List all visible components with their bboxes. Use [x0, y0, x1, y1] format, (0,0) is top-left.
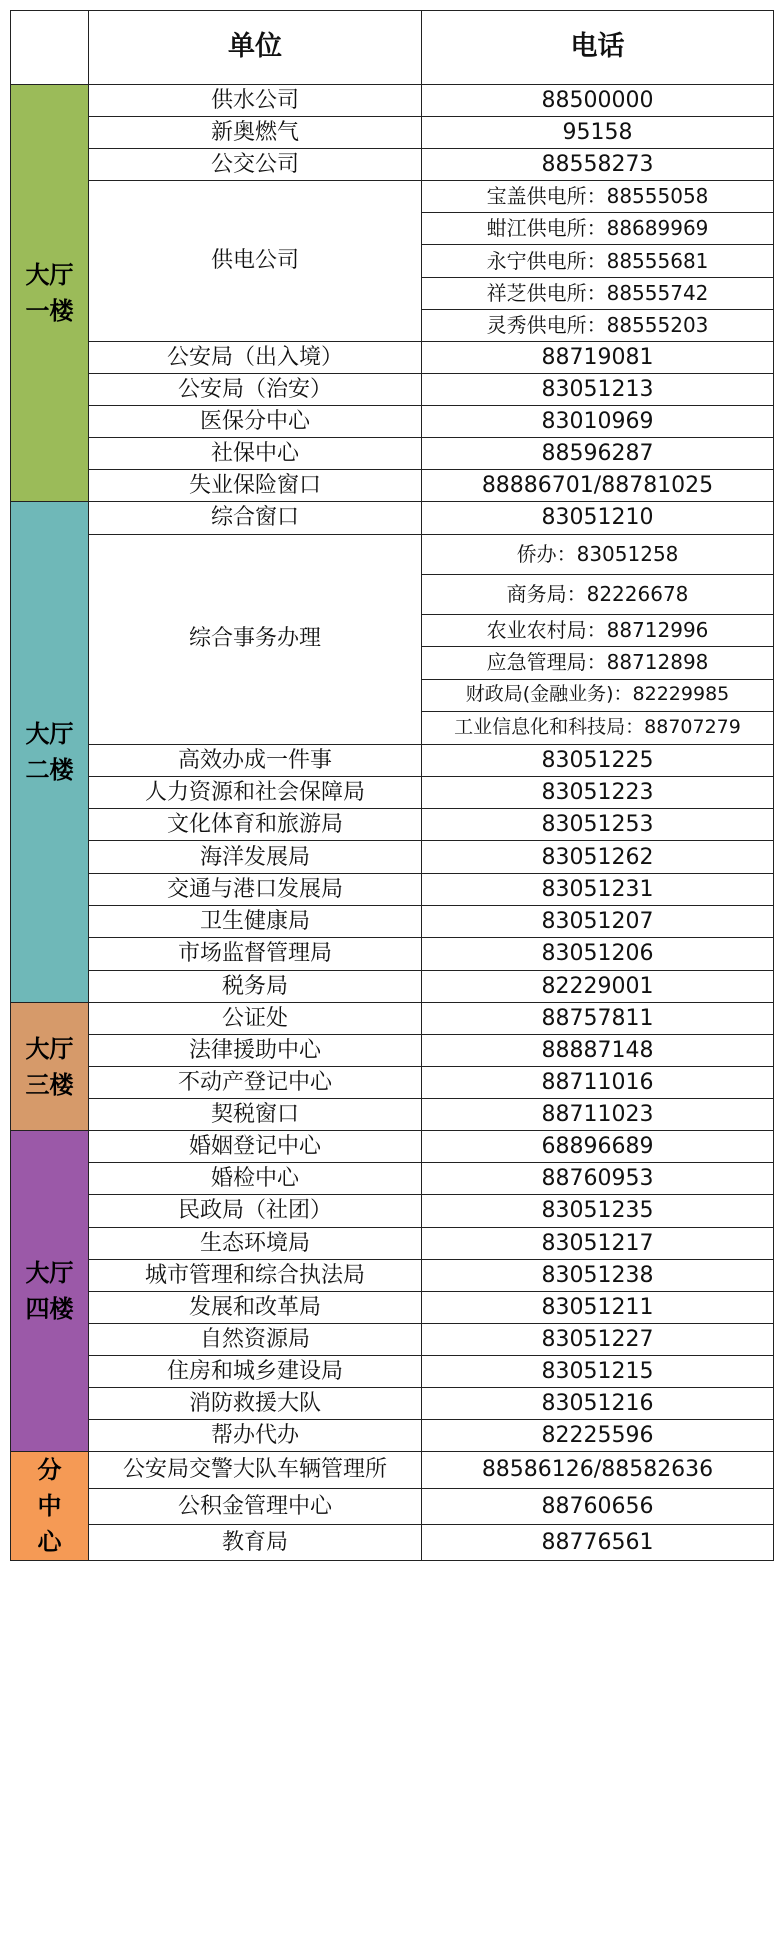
table-row [11, 1034, 774, 1066]
unit-cell: 公证处 [89, 1002, 422, 1034]
floor-label [11, 1452, 89, 1561]
table-row [11, 1131, 774, 1163]
phone-cell: 83051216 [422, 1388, 774, 1420]
table-row [11, 906, 774, 938]
directory-table-wrapper [10, 10, 774, 1561]
table-row [11, 1227, 774, 1259]
table-row [11, 1163, 774, 1195]
table-row [11, 970, 774, 1002]
floor-label-line: 中 [37, 1492, 62, 1521]
table-row [11, 1323, 774, 1355]
table-subrow [11, 181, 774, 213]
phone-cell: 68896689 [422, 1131, 774, 1163]
table-row [11, 1259, 774, 1291]
phone-cell: 83051262 [422, 841, 774, 873]
unit-cell: 市场监督管理局 [89, 938, 422, 970]
table-row [11, 1067, 774, 1099]
unit-cell: 医保分中心 [89, 405, 422, 437]
unit-cell: 消防救援大队 [89, 1388, 422, 1420]
unit-cell: 生态环境局 [89, 1227, 422, 1259]
header-unit: 单位 [89, 11, 422, 85]
service-hall-directory-table [10, 10, 774, 1561]
floor-label-line: 二楼 [25, 756, 74, 785]
phone-cell: 83051227 [422, 1323, 774, 1355]
floor-label [11, 1131, 89, 1452]
unit-cell: 交通与港口发展局 [89, 873, 422, 905]
floor-label-line: 大厅 [25, 261, 74, 290]
floor-label [11, 502, 89, 1003]
phone-cell: 82225596 [422, 1420, 774, 1452]
phone-cell: 83051235 [422, 1195, 774, 1227]
unit-cell: 公安局（出入境） [89, 341, 422, 373]
table-row [11, 149, 774, 181]
phone-cell: 83051211 [422, 1291, 774, 1323]
table-row [11, 438, 774, 470]
unit-cell: 新奥燃气 [89, 117, 422, 149]
table-row [11, 1355, 774, 1387]
unit-cell: 婚检中心 [89, 1163, 422, 1195]
phone-cell: 82229001 [422, 970, 774, 1002]
unit-cell: 教育局 [89, 1524, 422, 1560]
floor-label-line: 分 [37, 1456, 62, 1485]
floor-label-line: 四楼 [25, 1295, 74, 1324]
unit-cell: 婚姻登记中心 [89, 1131, 422, 1163]
table-row [11, 1195, 774, 1227]
header-row [11, 11, 774, 85]
unit-cell: 社保中心 [89, 438, 422, 470]
phone-cell: 88886701/88781025 [422, 470, 774, 502]
unit-cell: 失业保险窗口 [89, 470, 422, 502]
floor-label [11, 1002, 89, 1130]
unit-cell: 公交公司 [89, 149, 422, 181]
phone-cell: 88558273 [422, 149, 774, 181]
unit-cell: 文化体育和旅游局 [89, 809, 422, 841]
table-row [11, 1524, 774, 1560]
sub-office-phone-cell: 工业信息化和科技局：88707279 [422, 712, 774, 745]
sub-office-phone-cell: 灵秀供电所：88555203 [422, 309, 774, 341]
table-row [11, 873, 774, 905]
phone-cell: 88500000 [422, 85, 774, 117]
floor-label-line: 大厅 [25, 1259, 74, 1288]
table-row [11, 841, 774, 873]
floor-label-line: 一楼 [25, 297, 74, 326]
table-row [11, 1291, 774, 1323]
table-row [11, 938, 774, 970]
header-floor-blank [11, 11, 89, 85]
unit-cell: 供水公司 [89, 85, 422, 117]
floor-label [11, 85, 89, 502]
floor-label-line: 心 [37, 1528, 62, 1557]
phone-cell: 83051253 [422, 809, 774, 841]
phone-cell: 88760656 [422, 1488, 774, 1524]
phone-cell: 83051231 [422, 873, 774, 905]
unit-cell: 供电公司 [89, 181, 422, 341]
phone-cell: 88776561 [422, 1524, 774, 1560]
table-row [11, 502, 774, 534]
sub-office-phone-cell: 侨办：83051258 [422, 534, 774, 574]
unit-cell: 公积金管理中心 [89, 1488, 422, 1524]
phone-cell: 83051210 [422, 502, 774, 534]
table-row [11, 776, 774, 808]
header-phone: 电话 [422, 11, 774, 85]
floor-label-line: 大厅 [25, 1034, 74, 1063]
unit-cell: 公安局（治安） [89, 373, 422, 405]
table-row [11, 1002, 774, 1034]
phone-cell: 83051213 [422, 373, 774, 405]
table-row [11, 405, 774, 437]
table-row [11, 1488, 774, 1524]
unit-cell: 综合窗口 [89, 502, 422, 534]
phone-cell: 83051215 [422, 1355, 774, 1387]
table-row [11, 470, 774, 502]
phone-cell: 88719081 [422, 341, 774, 373]
phone-cell: 88760953 [422, 1163, 774, 1195]
phone-cell: 83051217 [422, 1227, 774, 1259]
unit-cell: 民政局（社团） [89, 1195, 422, 1227]
unit-cell: 帮办代办 [89, 1420, 422, 1452]
unit-cell: 综合事务办理 [89, 534, 422, 744]
unit-cell: 法律援助中心 [89, 1034, 422, 1066]
phone-cell: 88887148 [422, 1034, 774, 1066]
table-row [11, 809, 774, 841]
floor-label-line: 三楼 [25, 1070, 74, 1099]
phone-cell: 88586126/88582636 [422, 1452, 774, 1488]
sub-office-phone-cell: 农业农村局：88712996 [422, 614, 774, 647]
directory-body [11, 85, 774, 1561]
unit-cell: 卫生健康局 [89, 906, 422, 938]
table-subrow [11, 534, 774, 574]
unit-cell: 人力资源和社会保障局 [89, 776, 422, 808]
unit-cell: 发展和改革局 [89, 1291, 422, 1323]
unit-cell: 海洋发展局 [89, 841, 422, 873]
unit-cell: 契税窗口 [89, 1099, 422, 1131]
phone-cell: 83051225 [422, 744, 774, 776]
sub-office-phone-cell: 永宁供电所：88555681 [422, 245, 774, 277]
phone-cell: 95158 [422, 117, 774, 149]
phone-cell: 83051206 [422, 938, 774, 970]
table-row [11, 341, 774, 373]
unit-cell: 不动产登记中心 [89, 1067, 422, 1099]
sub-office-phone-cell: 祥芝供电所：88555742 [422, 277, 774, 309]
unit-cell: 税务局 [89, 970, 422, 1002]
unit-cell: 自然资源局 [89, 1323, 422, 1355]
table-row [11, 1452, 774, 1488]
table-row [11, 85, 774, 117]
unit-cell: 公安局交警大队车辆管理所 [89, 1452, 422, 1488]
sub-office-phone-cell: 应急管理局：88712898 [422, 647, 774, 680]
phone-cell: 88596287 [422, 438, 774, 470]
phone-cell: 83010969 [422, 405, 774, 437]
table-row [11, 744, 774, 776]
table-row [11, 1420, 774, 1452]
unit-cell: 高效办成一件事 [89, 744, 422, 776]
phone-cell: 88757811 [422, 1002, 774, 1034]
table-row [11, 1388, 774, 1420]
floor-label-line: 大厅 [25, 720, 74, 749]
table-row [11, 1099, 774, 1131]
table-row [11, 117, 774, 149]
table-row [11, 373, 774, 405]
phone-cell: 88711023 [422, 1099, 774, 1131]
sub-office-phone-cell: 宝盖供电所：88555058 [422, 181, 774, 213]
sub-office-phone-cell: 财政局(金融业务)：82229985 [422, 679, 774, 712]
phone-cell: 83051207 [422, 906, 774, 938]
phone-cell: 83051238 [422, 1259, 774, 1291]
sub-office-phone-cell: 商务局：82226678 [422, 574, 774, 614]
phone-cell: 83051223 [422, 776, 774, 808]
unit-cell: 住房和城乡建设局 [89, 1355, 422, 1387]
sub-office-phone-cell: 蚶江供电所：88689969 [422, 213, 774, 245]
unit-cell: 城市管理和综合执法局 [89, 1259, 422, 1291]
phone-cell: 88711016 [422, 1067, 774, 1099]
